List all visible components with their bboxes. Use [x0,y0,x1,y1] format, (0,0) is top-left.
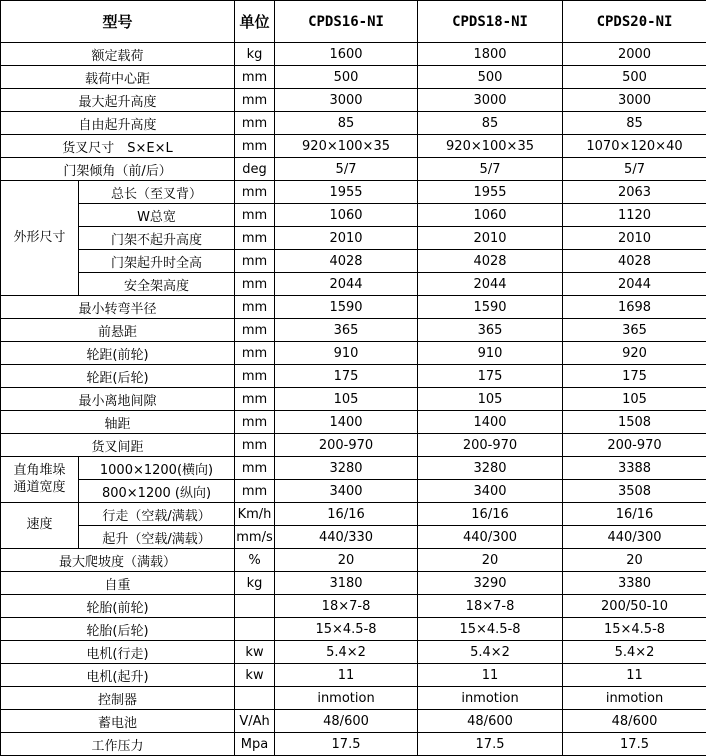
row-value-model-1: 440/330 [275,526,418,549]
row-value-model-2: 11 [418,664,563,687]
row-value-model-2: 3290 [418,572,563,595]
table-row [1,112,706,135]
row-value-model-2: 4028 [418,250,563,273]
table-row [1,641,706,664]
table-row [1,66,706,89]
row-unit: mm [235,411,275,434]
row-label: 1000×1200(横向) [79,457,235,480]
row-value-model-2: 440/300 [418,526,563,549]
row-value-model-3: 365 [563,319,706,342]
row-value-model-1: 17.5 [275,733,418,756]
row-label: 门架不起升高度 [79,227,235,250]
row-value-model-1: inmotion [275,687,418,710]
group-outer-size: 外形尺寸 [13,229,66,245]
row-unit: mm [235,135,275,158]
table-row [1,204,706,227]
row-label: 控制器 [1,687,235,710]
row-value-model-3: 2044 [563,273,706,296]
row-value-model-3: 1120 [563,204,706,227]
row-value-model-3: 11 [563,664,706,687]
row-value-model-1: 16/16 [275,503,418,526]
table-row [1,664,706,687]
row-unit: deg [235,158,275,181]
row-unit [235,595,275,618]
row-value-model-1: 3180 [275,572,418,595]
row-value-model-3: 85 [563,112,706,135]
row-value-model-2: 1590 [418,296,563,319]
row-unit: kw [235,641,275,664]
row-value-model-1: 4028 [275,250,418,273]
row-value-model-3: 20 [563,549,706,572]
row-value-model-3: 1698 [563,296,706,319]
row-value-model-2: 500 [418,66,563,89]
row-value-model-1: 105 [275,388,418,411]
group-cell [1,181,79,296]
row-value-model-1: 365 [275,319,418,342]
row-unit: mm [235,89,275,112]
row-value-model-2: 2010 [418,227,563,250]
row-label: 门架起升时全高 [79,250,235,273]
group-aisle-line1: 直角堆垛 [13,462,66,478]
row-value-model-1: 175 [275,365,418,388]
row-value-model-1: 15×4.5-8 [275,618,418,641]
row-value-model-1: 11 [275,664,418,687]
row-value-model-3: 500 [563,66,706,89]
row-value-model-3: 1070×120×40 [563,135,706,158]
row-value-model-2: 48/600 [418,710,563,733]
row-value-model-3: 3388 [563,457,706,480]
row-value-model-2: 1955 [418,181,563,204]
group-cell [1,457,79,503]
row-value-model-3: 1508 [563,411,706,434]
table-row [1,503,706,526]
table-row [1,549,706,572]
row-value-model-3: 2063 [563,181,706,204]
table-row [1,572,706,595]
row-value-model-2: 3280 [418,457,563,480]
table-row [1,710,706,733]
row-unit: mm [235,181,275,204]
table-row [1,434,706,457]
table-row [1,296,706,319]
row-value-model-1: 20 [275,549,418,572]
table-row [1,342,706,365]
header-item: 型号 [1,1,235,43]
row-value-model-3: 175 [563,365,706,388]
row-label: 最小转弯半径 [1,296,235,319]
row-value-model-3: 3508 [563,480,706,503]
row-label: 起升（空载/满载） [79,526,235,549]
row-label: 前悬距 [1,319,235,342]
table-row [1,411,706,434]
row-value-model-2: 16/16 [418,503,563,526]
header-model-2: CPDS18-NI [418,1,563,43]
row-unit: mm [235,319,275,342]
row-value-model-3: 3000 [563,89,706,112]
row-label: 最大起升高度 [1,89,235,112]
row-value-model-2: 85 [418,112,563,135]
row-value-model-3: 17.5 [563,733,706,756]
header-row [1,1,706,43]
row-unit: mm [235,434,275,457]
row-value-model-3: inmotion [563,687,706,710]
table-row [1,526,706,549]
row-value-model-3: 440/300 [563,526,706,549]
row-unit: mm [235,66,275,89]
row-label: 轴距 [1,411,235,434]
row-value-model-2: 2044 [418,273,563,296]
row-label: 轮胎(后轮) [1,618,235,641]
table-row [1,388,706,411]
row-value-model-3: 200/50-10 [563,595,706,618]
table-row [1,135,706,158]
row-value-model-2: 1400 [418,411,563,434]
row-value-model-1: 1060 [275,204,418,227]
group-speed: 速度 [26,517,53,533]
row-value-model-1: 5/7 [275,158,418,181]
row-value-model-2: 17.5 [418,733,563,756]
row-value-model-2: 18×7-8 [418,595,563,618]
row-value-model-3: 105 [563,388,706,411]
row-value-model-3: 3380 [563,572,706,595]
row-value-model-3: 4028 [563,250,706,273]
group-aisle-line2: 通道宽度 [13,479,66,495]
row-label: 轮距(前轮) [1,342,235,365]
row-value-model-2: inmotion [418,687,563,710]
table-row [1,618,706,641]
row-label: W总宽 [79,204,235,227]
row-unit: mm [235,227,275,250]
row-value-model-3: 200-970 [563,434,706,457]
header-model-3: CPDS20-NI [563,1,706,43]
row-label: 蓄电池 [1,710,235,733]
row-value-model-2: 20 [418,549,563,572]
row-value-model-2: 1800 [418,43,563,66]
row-label: 自由起升高度 [1,112,235,135]
row-value-model-1: 3000 [275,89,418,112]
row-value-model-2: 5.4×2 [418,641,563,664]
row-label: 工作压力 [1,733,235,756]
row-unit: Km/h [235,503,275,526]
row-unit: % [235,549,275,572]
row-value-model-2: 1060 [418,204,563,227]
table-row [1,273,706,296]
row-value-model-2: 105 [418,388,563,411]
row-value-model-2: 920×100×35 [418,135,563,158]
table-row [1,480,706,503]
row-value-model-1: 920×100×35 [275,135,418,158]
row-label: 电机(行走) [1,641,235,664]
row-unit: mm [235,388,275,411]
header-unit: 单位 [235,1,275,43]
row-unit: mm/s [235,526,275,549]
table-row [1,158,706,181]
row-label: 轮胎(前轮) [1,595,235,618]
header-model-1: CPDS16-NI [275,1,418,43]
row-label: 载荷中心距 [1,66,235,89]
row-unit: mm [235,365,275,388]
row-unit [235,687,275,710]
row-value-model-1: 2044 [275,273,418,296]
row-value-model-2: 910 [418,342,563,365]
row-value-model-2: 3000 [418,89,563,112]
table-row [1,733,706,756]
row-label: 800×1200 (纵向) [79,480,235,503]
row-label: 安全架高度 [79,273,235,296]
row-value-model-2: 5/7 [418,158,563,181]
row-value-model-3: 2010 [563,227,706,250]
table-row [1,319,706,342]
row-unit [235,618,275,641]
row-unit: kw [235,664,275,687]
row-unit: mm [235,112,275,135]
row-value-model-3: 15×4.5-8 [563,618,706,641]
row-label: 门架倾角（前/后） [1,158,235,181]
row-value-model-1: 18×7-8 [275,595,418,618]
row-value-model-1: 2010 [275,227,418,250]
row-value-model-1: 1400 [275,411,418,434]
row-unit: mm [235,480,275,503]
row-unit: kg [235,572,275,595]
row-value-model-1: 1955 [275,181,418,204]
row-unit: mm [235,342,275,365]
row-unit: Mpa [235,733,275,756]
row-value-model-1: 48/600 [275,710,418,733]
row-unit: V/Ah [235,710,275,733]
row-value-model-1: 1590 [275,296,418,319]
row-value-model-1: 3400 [275,480,418,503]
row-value-model-2: 3400 [418,480,563,503]
row-value-model-1: 910 [275,342,418,365]
row-value-model-2: 365 [418,319,563,342]
row-unit: mm [235,457,275,480]
row-value-model-2: 200-970 [418,434,563,457]
table-row [1,181,706,204]
table-row [1,227,706,250]
row-value-model-3: 48/600 [563,710,706,733]
row-unit: kg [235,43,275,66]
row-label: 最大爬坡度（满载） [1,549,235,572]
row-unit: mm [235,296,275,319]
table-row [1,457,706,480]
table-row [1,365,706,388]
group-cell [1,503,79,549]
row-label: 额定载荷 [1,43,235,66]
row-value-model-3: 16/16 [563,503,706,526]
row-unit: mm [235,273,275,296]
row-value-model-3: 5/7 [563,158,706,181]
row-value-model-2: 175 [418,365,563,388]
table-row [1,595,706,618]
row-value-model-1: 1600 [275,43,418,66]
row-value-model-1: 3280 [275,457,418,480]
table-row [1,687,706,710]
row-unit: mm [235,204,275,227]
row-label: 电机(起升) [1,664,235,687]
row-value-model-1: 200-970 [275,434,418,457]
row-value-model-3: 5.4×2 [563,641,706,664]
row-value-model-2: 15×4.5-8 [418,618,563,641]
row-label: 轮距(后轮) [1,365,235,388]
row-value-model-1: 85 [275,112,418,135]
row-value-model-1: 500 [275,66,418,89]
row-unit: mm [235,250,275,273]
row-label: 自重 [1,572,235,595]
table-row [1,89,706,112]
row-label: 最小离地间隙 [1,388,235,411]
table-row [1,43,706,66]
row-value-model-3: 2000 [563,43,706,66]
table-row [1,250,706,273]
row-value-model-3: 920 [563,342,706,365]
row-label: 总长（至叉背） [79,181,235,204]
row-label: 货叉尺寸 S×E×L [1,135,235,158]
row-label: 货叉间距 [1,434,235,457]
row-label: 行走（空载/满载） [79,503,235,526]
row-value-model-1: 5.4×2 [275,641,418,664]
